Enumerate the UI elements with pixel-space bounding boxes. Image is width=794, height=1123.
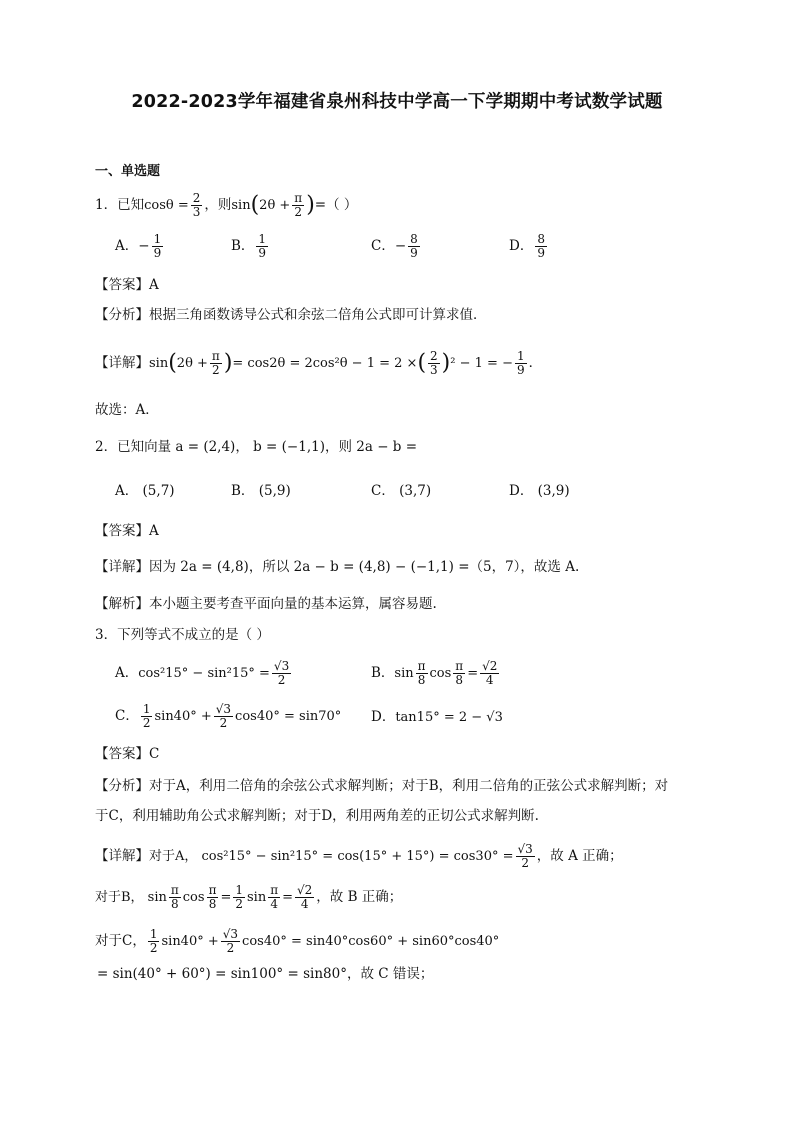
page-title: 2022-2023学年福建省泉州科技中学高一下学期期中考试数学试题: [131, 92, 663, 112]
q1-option-c: C．− $\frac{8}{9}$: [371, 232, 418, 260]
q3-option-a: A．cos²15° − sin²15° = $\frac{√3}{2}$: [115, 659, 290, 687]
q1-cond: cosθ =: [144, 198, 189, 213]
q2-option-d: D． (3,9): [509, 483, 570, 499]
q1-mid: ，则: [204, 197, 232, 213]
q1-cond-frac: $\frac{2}{3}$: [192, 191, 201, 219]
q3-option-b: B．sin $\frac{\pi}{8}$ cos $\frac{\pi}{8}$ = $\frac{√2}{4}$: [371, 659, 498, 687]
q1-option-a: A．− $\frac{1}{9}$: [115, 232, 162, 260]
q1-detail: 【详解】sin(2θ + $\frac{\pi}{2}$ )= cos2θ = 2cos²θ − 1 = 2 ×( $\frac{2}{3}$ )² − 1 = − $\frac{1}{9}$ ．: [95, 349, 543, 377]
q1-tail: =（ ）: [314, 197, 358, 213]
q1-arg: 2θ +: [259, 198, 291, 213]
q2-option-b: B． (5,9): [231, 483, 291, 499]
question-1-stem: 1．已知cosθ = $\frac{2}{3}$ ，则sin(2θ + $\frac{\pi}{2}$ )=（ ）: [95, 191, 358, 219]
q3-analysis-line-1: 【分析】对于A，利用二倍角的余弦公式求解判断；对于B，利用二倍角的正弦公式求解判断；对: [95, 778, 669, 794]
q3-option-d: D．tan15° = 2 − √3: [371, 709, 503, 725]
q1-option-b: B． $\frac{1}{9}$: [231, 232, 267, 260]
question-3-stem: 3．下列等式不成立的是（ ）: [95, 627, 270, 643]
question-2-stem: 2．已知向量 a = (2,4)， b = (−1,1)，则 2a − b =: [95, 439, 418, 455]
q2-answer: 【答案】A: [95, 523, 159, 539]
q3-analysis-line-2: 于C，利用辅助角公式求解判断；对于D，利用两角差的正切公式求解判断.: [95, 808, 539, 824]
q3-detail-b: 对于B， sin $\frac{\pi}{8}$ cos $\frac{\pi}{8}$ = $\frac{1}{2}$ sin $\frac{\pi}{4}$ = $\frac{√2}{4}$ ，故 B 正确；: [95, 883, 403, 911]
q3-answer: 【答案】C: [95, 746, 160, 762]
q1-option-d: D． $\frac{8}{9}$: [509, 232, 545, 260]
q3-detail-c-line-2: = sin(40° + 60°) = sin100° = sin80°，故 C 错误；: [97, 966, 434, 982]
q1-analysis: 【分析】根据三角函数诱导公式和余弦二倍角公式即可计算求值．: [95, 307, 487, 323]
q1-answer: 【答案】A: [95, 277, 159, 293]
q2-option-a: A． (5,7): [115, 483, 175, 499]
q3-option-c: C． $\frac{1}{2}$ sin40° + $\frac{√3}{2}$ cos40° = sin70°: [115, 702, 342, 730]
q2-detail: 【详解】因为 2a = (4,8)，所以 2a − b = (4,8) − (−1,1) =（5，7），故选 A.: [95, 559, 580, 575]
q2-jiexi: 【解析】本小题主要考查平面向量的基本运算，属容易题.: [95, 596, 437, 612]
q1-prefix: 1．已知: [95, 197, 145, 213]
q2-option-c: C． (3,7): [371, 483, 432, 499]
q1-pi-frac: $\frac{\pi}{2}$: [294, 191, 303, 219]
q3-detail-a: 【详解】对于A， cos²15° − sin²15° = cos(15° + 15°) = cos30° = $\frac{√3}{2}$ ，故 A 正确；: [95, 842, 623, 870]
q1-sin: sin: [231, 198, 251, 213]
q1-conclusion: 故选：A．: [95, 402, 159, 418]
section-heading: 一、单选题: [95, 164, 161, 179]
q3-detail-c: 对于C， $\frac{1}{2}$ sin40° + $\frac{√3}{2}$ cos40° = sin40°cos60° + sin60°cos40°: [95, 927, 500, 955]
